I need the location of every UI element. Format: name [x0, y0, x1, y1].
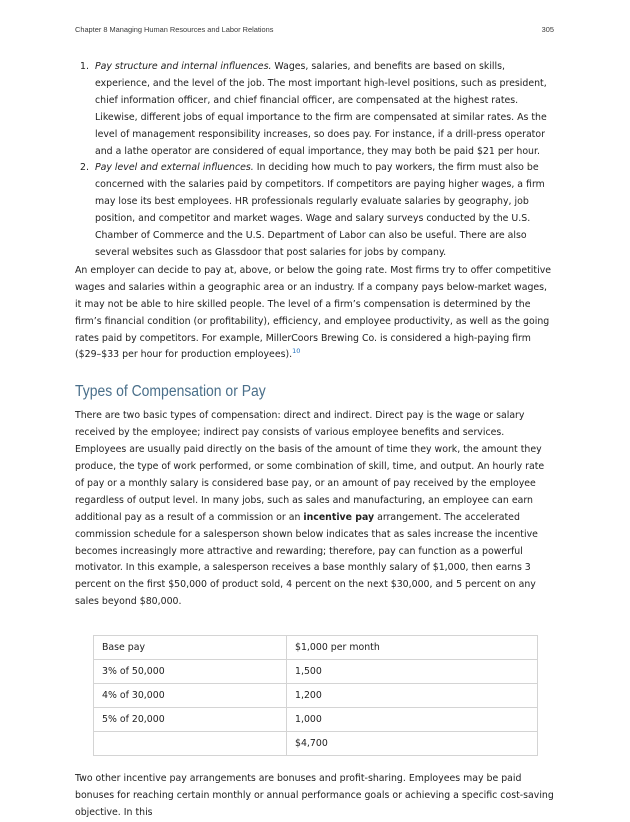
body-paragraph	[75, 408, 555, 611]
main-content	[75, 59, 555, 822]
body-paragraph: Two other incentive pay arrangements are bonuses and profit-sharing. Employees may be paid bonuses for reaching certain monthly or annual performance goals or achieving a specific cost-saving objective. In this	[75, 773, 554, 818]
chapter-title: Chapter 8 Managing Human Resources and Labor Relations	[75, 25, 274, 34]
page-number: 305	[541, 25, 554, 34]
list-item-term: Pay level and external influences.	[95, 162, 254, 174]
paragraph-text: There are two basic types of compensation: direct and indirect. Direct pay is the wage or salary received by the employee; indirect pay consists of various employee benefits and services. Employees are usually paid directly on the basis of the amount of time they work, the amount they produce, the type of work performed, or some combination of skill, time, and output. An hourly rate of pay or a monthly salary is considered base pay, or an amount of pay received by the employee regardless of output level. In many jobs, such as sales and manufacturing, an employee can earn additional pay as a result of a commission or an	[75, 410, 545, 523]
numbered-list	[75, 59, 555, 262]
list-item-number: 1.	[80, 61, 89, 72]
paragraph-text: arrangement. The accelerated commission schedule for a salesperson shown below indicates that as sales increase the incentive becomes increasingly more attractive and rewarding; therefore, pay can function as a powerful motivator. In this example, a salesperson receives a base monthly salary of $1,000, then earns 3 percent on the first $50,000 of product sold, 4 percent on the next $30,000, and 5 percent on any sales beyond $80,000.	[75, 511, 538, 608]
table-cell: 3% of 50,000	[94, 660, 287, 684]
table-cell: 1,000	[287, 708, 538, 732]
body-paragraph	[75, 263, 555, 364]
table-row	[94, 684, 538, 708]
table-row	[94, 636, 538, 660]
list-item-text: In deciding how much to pay workers, the firm must also be concerned with the salaries paid by competitors. If competitors are paying higher wages, a firm may lose its best employees. HR professionals regularly evaluate salaries by geography, job position, and competitor and market wages. Wage and salary surveys conducted by the U.S. Chamber of Commerce and the U.S. Department of Labor can also be useful. There are also several websites such as Glassdoor that post salaries for jobs by company.	[95, 162, 545, 258]
table-row	[94, 708, 538, 732]
table-cell: $4,700	[287, 732, 538, 756]
key-term: incentive pay	[303, 511, 375, 523]
footnote-link[interactable]: 10	[292, 347, 301, 356]
table-row	[94, 660, 538, 684]
table-cell: 1,500	[287, 660, 538, 684]
section-heading: Types of Compensation or Pay	[75, 383, 266, 401]
table-cell: 5% of 20,000	[94, 708, 287, 732]
commission-table	[93, 635, 538, 756]
table-cell: 1,200	[287, 684, 538, 708]
table-row	[94, 732, 538, 756]
table-cell	[94, 732, 287, 756]
list-item	[75, 160, 555, 261]
list-item-term: Pay structure and internal influences.	[95, 61, 272, 72]
table-cell: Base pay	[94, 636, 287, 660]
running-header	[75, 25, 554, 37]
list-item-text: Wages, salaries, and benefits are based on skills, experience, and the level of the job. The most important high-level positions, such as president, chief information officer, and chief financial officer, are compensated at the highest rates. Likewise, different jobs of equal importance to the firm are compensated at similar rates. As the level of management responsibility increases, so does pay. For instance, if a drill-press operator and a lathe operator are considered of equal importance, they may both be paid $21 per hour.	[95, 61, 547, 157]
list-item	[75, 59, 555, 160]
paragraph-text: An employer can decide to pay at, above, or below the going rate. Most firms try to offer competitive wages and salaries within a geographic area or an industry. If a company pays below-market wages, it may not be able to hire skilled people. The level of a firm’s compensation is determined by the firm’s financial condition (or profitability), efficiency, and employee productivity, as well as the going rates paid by competitors. For example, MillerCoors Brewing Co. is considered a high-paying firm ($29–$33 per hour for production employees).	[75, 264, 552, 361]
table-cell: $1,000 per month	[287, 636, 538, 660]
list-item-number: 2.	[80, 162, 89, 174]
table-cell: 4% of 30,000	[94, 684, 287, 708]
